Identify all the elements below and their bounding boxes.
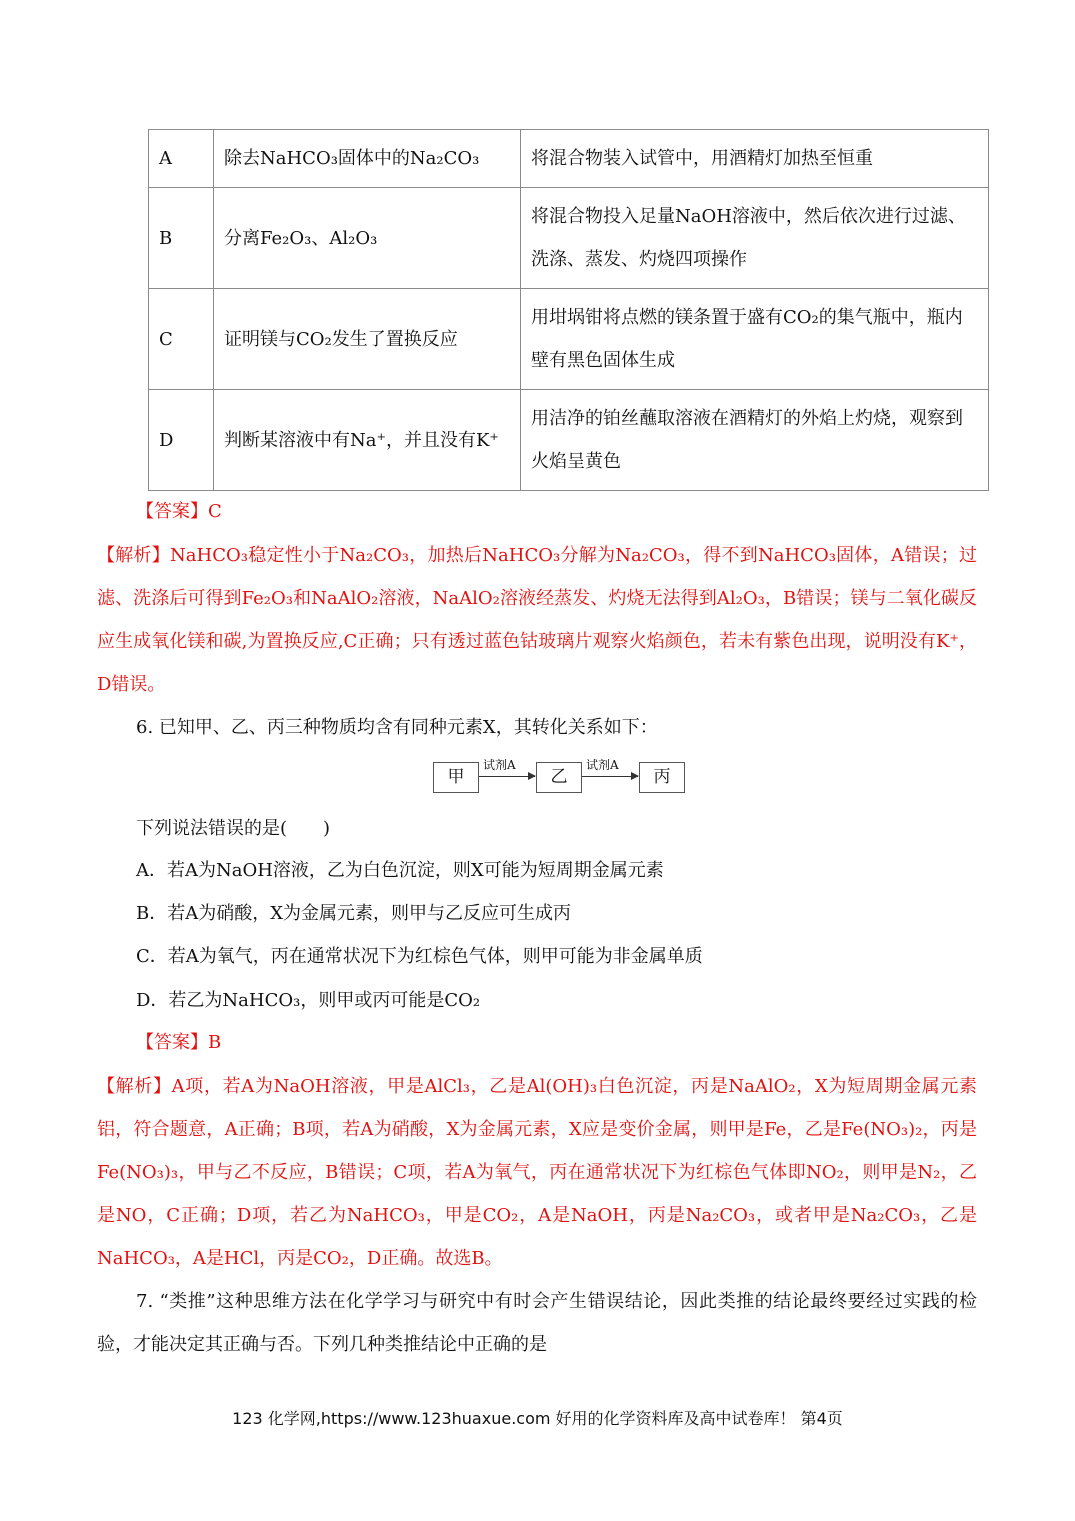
conversion-diagram (433, 760, 683, 796)
q6-prompt: 下列说法错误的是( ) (136, 818, 331, 839)
box-bing: 丙 (639, 762, 685, 793)
q5-answer: 【答案】C (136, 501, 222, 522)
box-yi: 乙 (536, 762, 582, 793)
options-table (148, 129, 989, 491)
q6-answer: 【答案】B (136, 1032, 222, 1053)
row-goal: 证明镁与CO₂发生了置换反应 (214, 289, 521, 390)
row-goal: 除去NaHCO₃固体中的Na₂CO₃ (214, 130, 521, 188)
q6-option-b: B．若A为硝酸，X为金属元素，则甲与乙反应可生成丙 (136, 903, 572, 924)
table-row (149, 390, 989, 491)
q6-option-a: A．若A为NaOH溶液，乙为白色沉淀，则X可能为短周期金属元素 (136, 860, 664, 881)
reagent-label: 试剂A (483, 758, 516, 772)
q6-option-d: D．若乙为NaHCO₃，则甲或丙可能是CO₂ (136, 990, 481, 1011)
row-key: A (149, 130, 214, 188)
row-key: B (149, 188, 214, 289)
row-method: 用坩埚钳将点燃的镁条置于盛有CO₂的集气瓶中，瓶内壁有黑色固体生成 (521, 289, 989, 390)
row-goal: 分离Fe₂O₃、Al₂O₃ (214, 188, 521, 289)
q6-stem: 6. 已知甲、乙、丙三种物质均含有同种元素X，其转化关系如下： (136, 717, 658, 738)
table-row (149, 188, 989, 289)
box-jia: 甲 (433, 762, 479, 793)
arrow-icon (582, 776, 638, 777)
row-key: C (149, 289, 214, 390)
q6-analysis: 【解析】A项，若A为NaOH溶液，甲是AlCl₃，乙是Al(OH)₃白色沉淀，丙是NaAlO₂，X为短周期金属元素铝，符合题意，A正确；B项，若A为硝酸，X为金属元素，X应是变价金属，则甲是Fe，乙是Fe(NO₃)₂，丙是Fe(NO₃)₃，甲与乙不反应，B错误；C项，若A为氧气，丙在通常状况下为红棕色气体即NO₂，则甲是N₂，乙是NO，C正确；D项，若乙为NaHCO₃，甲是CO₂，A是NaOH，丙是Na₂CO₃，或者甲是Na₂CO₃，乙是NaHCO₃，A是HCl，丙是CO₂，D正确。故选B。 (97, 1076, 977, 1269)
row-method: 将混合物装入试管中，用酒精灯加热至恒重 (521, 130, 989, 188)
row-method: 将混合物投入足量NaOH溶液中，然后依次进行过滤、洗涤、蒸发、灼烧四项操作 (521, 188, 989, 289)
reagent-label: 试剂A (586, 758, 619, 772)
q7-stem: 7. “类推”这种思维方法在化学学习与研究中有时会产生错误结论，因此类推的结论最终要经过实践的检验，才能决定其正确与否。下列几种类推结论中正确的是 (97, 1291, 977, 1355)
page-footer: 123 化学网,https://www.123huaxue.com 好用的化学资料库及高中试卷库！ 第4页 (232, 1409, 843, 1428)
arrow-icon (479, 776, 535, 777)
table-row (149, 130, 989, 188)
q6-option-c: C．若A为氧气，丙在通常状况下为红棕色气体，则甲可能为非金属单质 (136, 946, 703, 967)
row-method: 用洁净的铂丝蘸取溶液在酒精灯的外焰上灼烧，观察到火焰呈黄色 (521, 390, 989, 491)
row-goal: 判断某溶液中有Na⁺，并且没有K⁺ (214, 390, 521, 491)
table-row (149, 289, 989, 390)
row-key: D (149, 390, 214, 491)
q5-analysis: 【解析】NaHCO₃稳定性小于Na₂CO₃，加热后NaHCO₃分解为Na₂CO₃，得不到NaHCO₃固体，A错误；过滤、洗涤后可得到Fe₂O₃和NaAlO₂溶液，NaAlO₂溶液经蒸发、灼烧无法得到Al₂O₃，B错误；镁与二氧化碳反应生成氧化镁和碳,为置换反应,C正确；只有透过蓝色钴玻璃片观察火焰颜色，若未有紫色出现，说明没有K⁺，D错误。 (97, 545, 977, 695)
